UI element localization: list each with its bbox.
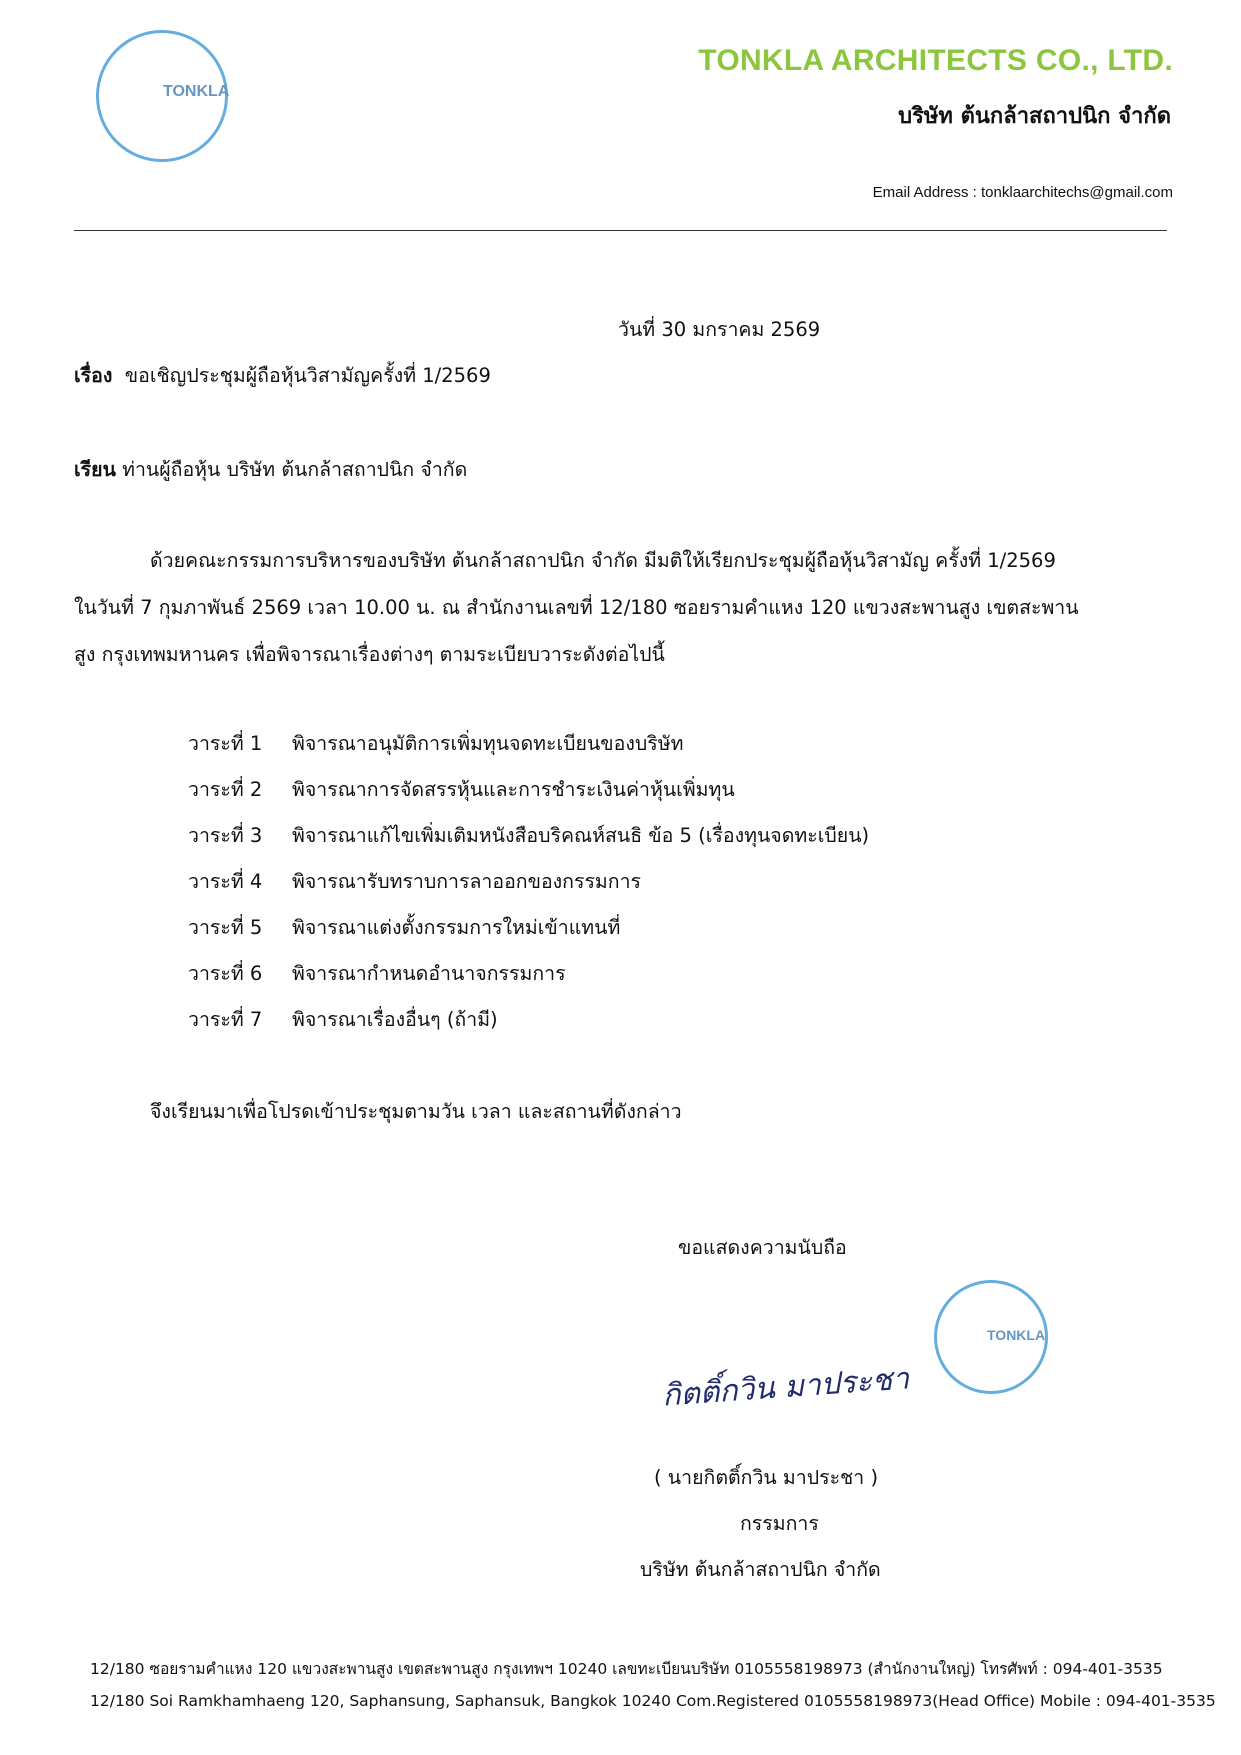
subject-label: เรื่อง bbox=[74, 364, 113, 387]
company-logo-stamp bbox=[96, 30, 228, 162]
signatory-title: กรรมการ bbox=[740, 1512, 819, 1535]
handwritten-signature: กิตติ์กวิน มาประชา bbox=[661, 1361, 911, 1414]
agenda-item bbox=[188, 1004, 498, 1035]
recipient-label: เรียน bbox=[74, 458, 116, 481]
agenda-text: พิจารณาการจัดสรรหุ้นและการชำระเงินค่าหุ้นเพิ่มทุน bbox=[292, 778, 735, 801]
signatory-company: บริษัท ต้นกล้าสถาปนิก จำกัด bbox=[640, 1558, 881, 1581]
body-paragraph-line-2: ในวันที่ 7 กุมภาพันธ์ 2569 เวลา 10.00 น. ณ สำนักงานเลขที่ 12/180 ซอยรามคำแหง 120 แขวงสะพานสูง เขตสะพาน bbox=[74, 596, 1079, 619]
seal-text: TONKLA bbox=[987, 1327, 1046, 1343]
agenda-item bbox=[188, 728, 683, 759]
agenda-text: พิจารณาแต่งตั้งกรรมการใหม่เข้าแทนที่ bbox=[292, 916, 621, 939]
agenda-item bbox=[188, 820, 869, 851]
agenda-number: วาระที่ 6 bbox=[188, 962, 263, 985]
agenda-number: วาระที่ 3 bbox=[188, 824, 263, 847]
company-name-en: TONKLA ARCHITECTS CO., LTD. bbox=[698, 44, 1173, 77]
agenda-text: พิจารณาเรื่องอื่นๆ (ถ้ามี) bbox=[292, 1008, 498, 1031]
agenda-number: วาระที่ 7 bbox=[188, 1008, 263, 1031]
subject-line bbox=[74, 360, 491, 391]
agenda-item bbox=[188, 866, 641, 897]
agenda-number: วาระที่ 2 bbox=[188, 778, 263, 801]
footer-address-en: 12/180 Soi Ramkhamhaeng 120, Saphansung, Saphansuk, Bangkok 10240 Com.Registered 0105558198973(Head Office) Mobile : 094-401-3535 bbox=[90, 1692, 1216, 1710]
agenda-text: พิจารณาแก้ไขเพิ่มเติมหนังสือบริคณห์สนธิ ข้อ 5 (เรื่องทุนจดทะเบียน) bbox=[292, 824, 870, 847]
logo-text: TONKLA bbox=[163, 83, 230, 100]
recipient-line bbox=[74, 454, 467, 485]
footer-address-th: 12/180 ซอยรามคำแหง 120 แขวงสะพานสูง เขตสะพานสูง กรุงเทพฯ 10240 เลขทะเบียนบริษัท 0105558198973 (สำนักงานใหญ่) โทรศัพท์ : 094-401-3535 bbox=[90, 1660, 1163, 1678]
company-name-th: บริษัท ต้นกล้าสถาปนิก จำกัด bbox=[898, 104, 1171, 129]
agenda-text: พิจารณาอนุมัติการเพิ่มทุนจดทะเบียนของบริษัท bbox=[292, 732, 684, 755]
agenda-number: วาระที่ 5 bbox=[188, 916, 263, 939]
agenda-item bbox=[188, 912, 620, 943]
agenda-text: พิจารณากำหนดอำนาจกรรมการ bbox=[292, 962, 566, 985]
body-paragraph-line-1: ด้วยคณะกรรมการบริหารของบริษัท ต้นกล้าสถาปนิก จำกัด มีมติให้เรียกประชุมผู้ถือหุ้นวิสามัญ ครั้งที่ 1/2569 bbox=[150, 549, 1056, 572]
header-divider bbox=[74, 230, 1167, 231]
agenda-item bbox=[188, 958, 566, 989]
email-address: Email Address : tonklaarchitechs@gmail.com bbox=[872, 184, 1173, 201]
company-seal-stamp bbox=[934, 1280, 1048, 1394]
closing-request: จึงเรียนมาเพื่อโปรดเข้าประชุมตามวัน เวลา และสถานที่ดังกล่าว bbox=[150, 1100, 682, 1123]
salutation: ขอแสดงความนับถือ bbox=[678, 1236, 847, 1259]
subject-text: ขอเชิญประชุมผู้ถือหุ้นวิสามัญครั้งที่ 1/2569 bbox=[124, 364, 491, 387]
agenda-item bbox=[188, 774, 735, 805]
recipient-text: ท่านผู้ถือหุ้น บริษัท ต้นกล้าสถาปนิก จำกัด bbox=[122, 458, 468, 481]
agenda-number: วาระที่ 1 bbox=[188, 732, 263, 755]
body-paragraph-line-3: สูง กรุงเทพมหานคร เพื่อพิจารณาเรื่องต่างๆ ตามระเบียบวาระดังต่อไปนี้ bbox=[74, 643, 665, 666]
agenda-text: พิจารณารับทราบการลาออกของกรรมการ bbox=[292, 870, 642, 893]
agenda-number: วาระที่ 4 bbox=[188, 870, 263, 893]
signatory-name: ( นายกิตติ์กวิน มาประชา ) bbox=[654, 1466, 879, 1489]
letter-date: วันที่ 30 มกราคม 2569 bbox=[618, 318, 821, 341]
